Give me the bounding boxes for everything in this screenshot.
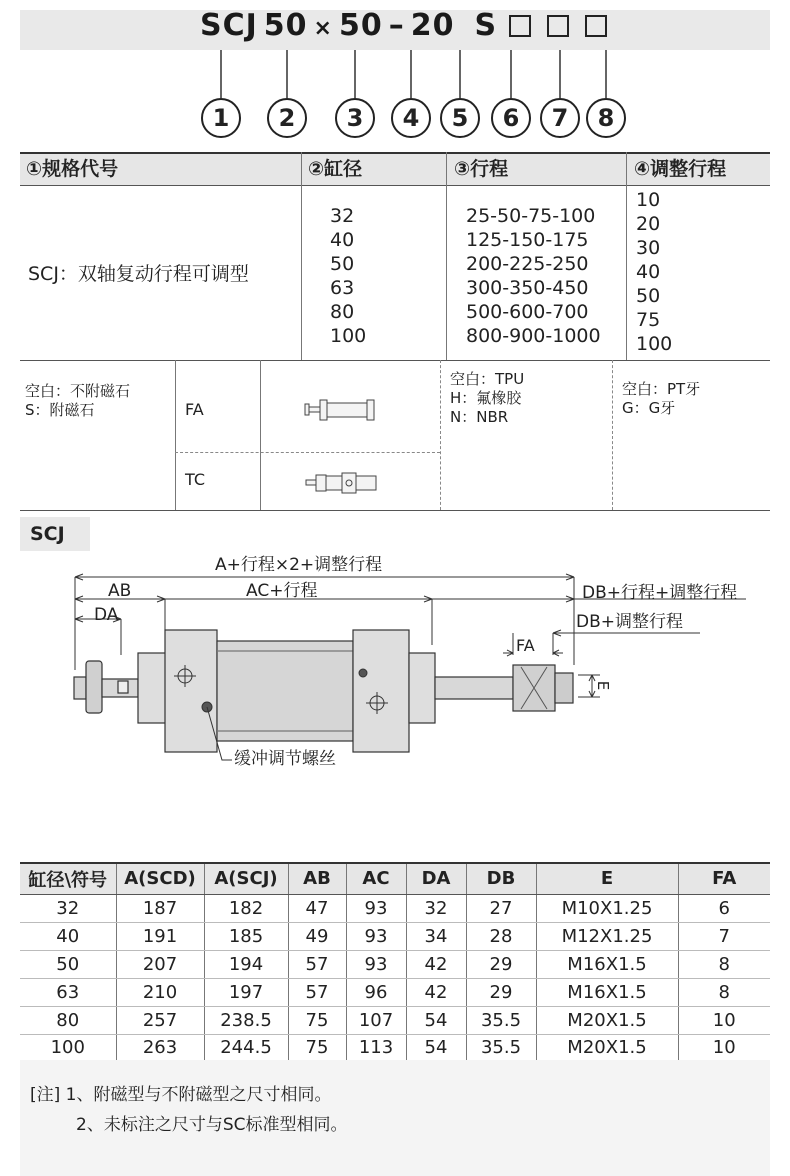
table-cell: 35.5 [466,1006,536,1034]
table-cell: 32 [20,894,116,922]
table-cell: 35.5 [466,1034,536,1062]
model-series: SCJ [200,8,258,43]
table-cell: 42 [406,950,466,978]
table-cell: 113 [346,1034,406,1062]
dim-label-e: E [594,680,613,691]
table-cell: 197 [204,978,288,1006]
header-stroke: ③行程 [454,158,509,180]
table-cell: 63 [20,978,116,1006]
circle-number-1: 1 [201,98,241,138]
code-leader-lines [0,0,790,160]
table-cell: 185 [204,922,288,950]
dim-label-da: DA [94,605,119,625]
table-cell: 187 [116,894,204,922]
table-cell: 29 [466,950,536,978]
table-cell: 96 [346,978,406,1006]
divider [612,360,613,510]
table-cell: 7 [678,922,770,950]
table-row [20,894,770,922]
divider [301,152,302,360]
circle-number-7: 7 [540,98,580,138]
table-cell: 257 [116,1006,204,1034]
table-cell: 29 [466,978,536,1006]
cushion-screw-label: 缓冲调节螺丝 [234,749,336,769]
table-cell: M20X1.5 [536,1034,678,1062]
model-bore: 50 [263,8,308,43]
circle-number-4: 4 [391,98,431,138]
table-cell: M16X1.5 [536,950,678,978]
table-cell: 47 [288,894,346,922]
mount-tc-label: TC [185,470,206,489]
dim-label-fa: FA [516,636,535,655]
circle-number-8: 8 [586,98,626,138]
fa-cylinder-icon [300,395,390,425]
dimension-table [20,862,770,1063]
table-cell: M20X1.5 [536,1006,678,1034]
table-cell: 93 [346,922,406,950]
table-cell: 194 [204,950,288,978]
table-cell: 54 [406,1006,466,1034]
dim-label-ab: AB [108,581,132,601]
divider [175,452,440,453]
dim-label-a: A+行程×2+调整行程 [215,555,383,575]
model-times: × [313,16,333,41]
column-header: DB [466,863,536,894]
table-cell: 57 [288,978,346,1006]
model-adjust: 20 [410,8,455,43]
column-header: AB [288,863,346,894]
table-cell: 182 [204,894,288,922]
column-header: AC [346,863,406,894]
divider [446,152,447,360]
section-label-scj: SCJ [20,517,90,551]
table-cell: 49 [288,922,346,950]
table-cell: 10 [678,1034,770,1062]
table-cell: 75 [288,1034,346,1062]
stroke-values: 25-50-75-100 125-150-175 200-225-250 300-350-450 500-600-700 800-900-1000 [466,205,601,347]
table-cell: 191 [116,922,204,950]
thread-option: 空白：PT牙 G：G牙 [622,380,701,417]
adjust-stroke-values: 10 20 30 40 50 75 100 [636,189,673,355]
table-cell: 263 [116,1034,204,1062]
table-row [20,922,770,950]
column-header: E [536,863,678,894]
column-header: DA [406,863,466,894]
bore-values: 32 40 50 63 80 100 [330,205,367,347]
tc-cylinder-icon [300,468,390,498]
table-cell: 6 [678,894,770,922]
table-cell: 93 [346,950,406,978]
model-stroke: 50 [338,8,383,43]
dim-label-db-adjust: DB+调整行程 [576,612,683,632]
seal-option: 空白：TPU H：氟橡胶 N：NBR [450,370,525,426]
magnet-option: 空白：不附磁石 S：附磁石 [25,382,131,419]
table-cell: 54 [406,1034,466,1062]
table-cell: M16X1.5 [536,978,678,1006]
column-header: A(SCD) [116,863,204,894]
table-cell: 238.5 [204,1006,288,1034]
note-2: 2、未标注之尺寸与SC标准型相同。 [76,1115,348,1135]
table-cell: 244.5 [204,1034,288,1062]
divider [626,152,627,360]
header-adjust-stroke: ④调整行程 [634,158,727,180]
model-dash: – [388,8,405,43]
spec-code-value: SCJ：双轴复动行程可调型 [28,263,249,285]
table-cell: 210 [116,978,204,1006]
divider [20,510,770,511]
circle-number-5: 5 [440,98,480,138]
table-cell: 93 [346,894,406,922]
table-cell: 32 [406,894,466,922]
mount-fa-label: FA [185,400,204,419]
divider [175,360,176,510]
column-header: 缸径\符号 [20,863,116,894]
table-cell: 42 [406,978,466,1006]
table-header-row [20,863,770,894]
table-cell: M10X1.25 [536,894,678,922]
circle-number-6: 6 [491,98,531,138]
divider [260,360,261,510]
divider [440,360,441,510]
column-header: A(SCJ) [204,863,288,894]
table-row [20,1006,770,1034]
table-cell: 107 [346,1006,406,1034]
table-row [20,950,770,978]
dim-label-ac: AC+行程 [246,581,318,601]
table-cell: 10 [678,1006,770,1034]
table-row [20,978,770,1006]
table-cell: 8 [678,950,770,978]
table-cell: 50 [20,950,116,978]
divider [20,360,770,361]
header-bore: ②缸径 [308,158,363,180]
table-cell: 34 [406,922,466,950]
table-cell: 80 [20,1006,116,1034]
header-spec-code: ①规格代号 [26,158,119,180]
note-1: [注] 1、附磁型与不附磁型之尺寸相同。 [30,1085,332,1105]
table-cell: 75 [288,1006,346,1034]
table-cell: 57 [288,950,346,978]
table-cell: 207 [116,950,204,978]
table-cell: 40 [20,922,116,950]
model-magnet: S [474,8,498,43]
column-header: FA [678,863,770,894]
table-row [20,1034,770,1062]
table-cell: 27 [466,894,536,922]
table-cell: 8 [678,978,770,1006]
table-cell: 100 [20,1034,116,1062]
circle-number-3: 3 [335,98,375,138]
dim-label-db-stroke: DB+行程+调整行程 [582,583,738,603]
table-cell: 28 [466,922,536,950]
circle-number-2: 2 [267,98,307,138]
table-cell: M12X1.25 [536,922,678,950]
